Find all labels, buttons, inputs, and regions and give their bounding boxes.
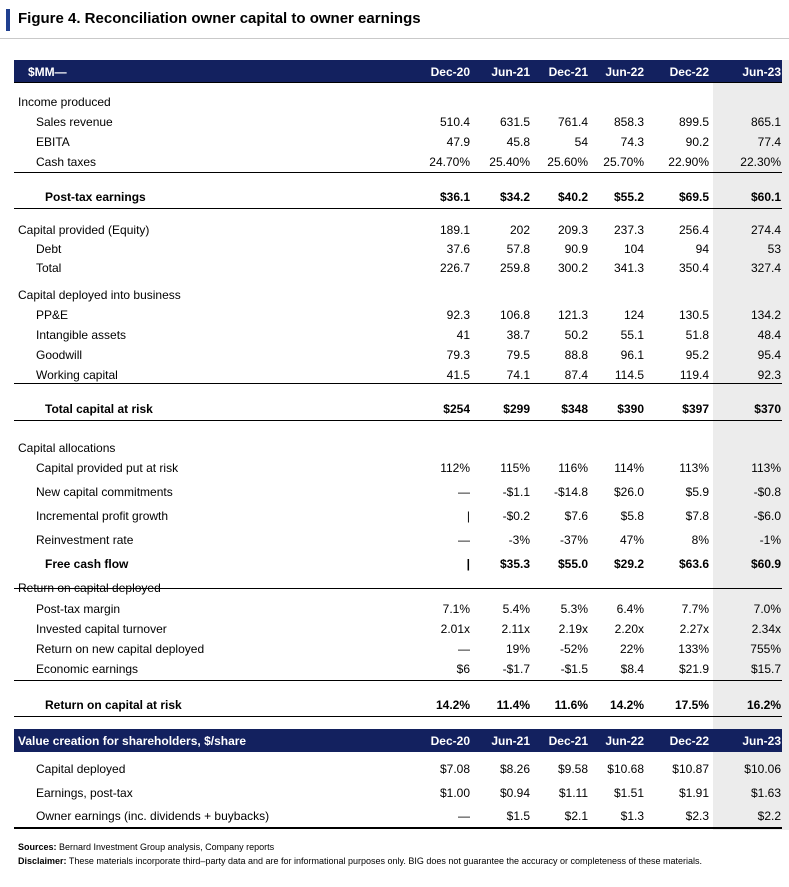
disclaimer-label: Disclaimer: xyxy=(18,856,67,866)
cell-value: -3% xyxy=(508,533,530,547)
cell-value: 45.8 xyxy=(506,135,530,149)
cell-value: -37% xyxy=(559,533,588,547)
row-label: New capital commitments xyxy=(36,485,173,499)
cell-value: 134.2 xyxy=(750,308,781,322)
cell-value: 237.3 xyxy=(613,223,644,237)
cell-value: $2.2 xyxy=(757,809,781,823)
cell-value: 22% xyxy=(619,642,644,656)
table-row xyxy=(14,554,782,574)
cell-value: 112% xyxy=(440,461,470,475)
column-header-jun-21: Jun-21 xyxy=(491,65,530,79)
cell-value: $10.87 xyxy=(672,762,709,776)
cell-value: 858.3 xyxy=(613,115,644,129)
cell-value: 510.4 xyxy=(439,115,470,129)
row-divider xyxy=(14,172,782,173)
table-row xyxy=(14,783,782,803)
cell-value: 130.5 xyxy=(678,308,709,322)
cell-value: -$1.1 xyxy=(502,485,530,499)
cell-value: 57.8 xyxy=(506,242,530,256)
cell-value: 22.30% xyxy=(740,155,781,169)
cell-value: $1.91 xyxy=(678,786,709,800)
cell-value: 124 xyxy=(623,308,644,322)
row-label: Capital provided (Equity) xyxy=(18,223,150,237)
cell-value: $26.0 xyxy=(613,485,644,499)
row-label: PP&E xyxy=(36,308,69,322)
table-row xyxy=(14,695,782,715)
row-label: EBITA xyxy=(36,135,70,149)
cell-value: 5.4% xyxy=(502,602,530,616)
cell-value: $7.6 xyxy=(564,509,588,523)
cell-value: | xyxy=(466,509,470,523)
table-row xyxy=(14,399,782,419)
cell-value: 256.4 xyxy=(678,223,709,237)
cell-value: 259.8 xyxy=(499,261,530,275)
cell-value: $69.5 xyxy=(678,190,709,204)
table-row xyxy=(14,187,782,207)
cell-value: 189.1 xyxy=(439,223,470,237)
table-row xyxy=(14,220,782,240)
row-label: Working capital xyxy=(36,368,118,382)
row-divider xyxy=(14,680,782,681)
column-header-jun-23: Jun-23 xyxy=(742,65,781,79)
row-label: Earnings, post-tax xyxy=(36,786,133,800)
cell-value: $299 xyxy=(503,402,530,416)
table-row xyxy=(14,152,782,172)
title-divider xyxy=(0,38,789,39)
cell-value: $1.51 xyxy=(613,786,644,800)
row-label: Free cash flow xyxy=(45,557,129,571)
cell-value: 7.7% xyxy=(681,602,709,616)
cell-value: 133% xyxy=(678,642,709,656)
row-divider xyxy=(14,208,782,209)
cell-value: 755% xyxy=(750,642,781,656)
cell-value: $36.1 xyxy=(439,190,470,204)
cell-value: 50.2 xyxy=(564,328,588,342)
cell-value: $35.3 xyxy=(499,557,530,571)
cell-value: -$14.8 xyxy=(553,485,588,499)
cell-value: $60.1 xyxy=(750,190,781,204)
cell-value: 114.5 xyxy=(614,368,644,382)
table-row xyxy=(14,759,782,779)
row-label: Goodwill xyxy=(36,348,83,362)
cell-value: $348 xyxy=(561,402,588,416)
table-row xyxy=(14,258,782,278)
cell-value: — xyxy=(458,642,470,656)
header-label: $MM— xyxy=(28,65,67,79)
cell-value: $55.0 xyxy=(557,557,588,571)
cell-value: $7.8 xyxy=(685,509,709,523)
cell-value: 37.6 xyxy=(446,242,470,256)
cell-value: 11.4% xyxy=(496,698,530,712)
table-row xyxy=(14,285,782,305)
cell-value: — xyxy=(458,809,470,823)
cell-value: $397 xyxy=(682,402,709,416)
row-label: Owner earnings (inc. dividends + buybacks) xyxy=(36,809,270,823)
cell-value: 104 xyxy=(623,242,644,256)
column-header-dec-22: Dec-22 xyxy=(669,734,709,748)
cell-value: 14.2% xyxy=(609,698,644,712)
cell-value: 116% xyxy=(558,461,588,475)
cell-value: -$1.5 xyxy=(560,662,588,676)
cell-value: 79.5 xyxy=(506,348,530,362)
table-row xyxy=(14,132,782,152)
title-accent-bar xyxy=(6,9,10,31)
row-divider xyxy=(14,383,782,384)
cell-value: 92.3 xyxy=(446,308,470,322)
column-header-dec-21: Dec-21 xyxy=(548,734,588,748)
cell-value: 11.6% xyxy=(554,698,588,712)
table-row xyxy=(14,458,782,478)
cell-value: 90.9 xyxy=(564,242,588,256)
cell-value: 41.5 xyxy=(446,368,470,382)
cell-value: $40.2 xyxy=(557,190,588,204)
cell-value: 327.4 xyxy=(750,261,781,275)
row-label: Return on new capital deployed xyxy=(36,642,205,656)
row-label: Intangible assets xyxy=(36,328,127,342)
cell-value: 865.1 xyxy=(750,115,781,129)
cell-value: 79.3 xyxy=(446,348,470,362)
cell-value: $0.94 xyxy=(499,786,530,800)
cell-value: -$6.0 xyxy=(753,509,781,523)
table-row xyxy=(14,639,782,659)
sources-note xyxy=(18,842,758,853)
cell-value: | xyxy=(466,557,470,571)
cell-value: 113% xyxy=(751,461,781,475)
column-header-jun-23: Jun-23 xyxy=(742,734,781,748)
cell-value: -$1.7 xyxy=(502,662,530,676)
row-label: Capital deployed xyxy=(36,762,126,776)
cell-value: -1% xyxy=(759,533,781,547)
row-divider xyxy=(14,716,782,717)
cell-value: 350.4 xyxy=(678,261,709,275)
cell-value: $1.00 xyxy=(439,786,470,800)
cell-value: 2.20x xyxy=(614,622,644,636)
column-header-dec-20: Dec-20 xyxy=(430,65,470,79)
row-label: Capital provided put at risk xyxy=(36,461,179,475)
cell-value: -$0.2 xyxy=(502,509,530,523)
row-label: Debt xyxy=(36,242,62,256)
cell-value: 209.3 xyxy=(557,223,588,237)
table-header-2 xyxy=(14,729,782,752)
table-row xyxy=(14,112,782,132)
disclaimer-note xyxy=(18,856,758,867)
cell-value: $8.26 xyxy=(499,762,530,776)
table-row xyxy=(14,365,782,385)
cell-value: 5.3% xyxy=(560,602,588,616)
cell-value: 51.8 xyxy=(685,328,709,342)
row-label: Economic earnings xyxy=(36,662,139,676)
cell-value: 226.7 xyxy=(439,261,470,275)
table-row xyxy=(14,482,782,502)
cell-value: $8.4 xyxy=(620,662,644,676)
row-divider xyxy=(14,420,782,421)
cell-value: 14.2% xyxy=(435,698,470,712)
cell-value: 41 xyxy=(456,328,470,342)
cell-value: $7.08 xyxy=(439,762,470,776)
cell-value: 121.3 xyxy=(557,308,588,322)
cell-value: 22.90% xyxy=(668,155,709,169)
cell-value: $370 xyxy=(754,402,781,416)
cell-value: 24.70% xyxy=(429,155,470,169)
cell-value: $254 xyxy=(443,402,470,416)
cell-value: $2.1 xyxy=(564,809,588,823)
cell-value: $1.11 xyxy=(558,786,588,800)
cell-value: $1.63 xyxy=(750,786,781,800)
cell-value: 47.9 xyxy=(446,135,470,149)
cell-value: $2.3 xyxy=(685,809,709,823)
cell-value: 114% xyxy=(614,461,644,475)
cell-value: $34.2 xyxy=(499,190,530,204)
row-label: Sales revenue xyxy=(36,115,113,129)
cell-value: 115% xyxy=(500,461,530,475)
cell-value: 113% xyxy=(679,461,709,475)
cell-value: $29.2 xyxy=(613,557,644,571)
cell-value: $10.68 xyxy=(607,762,644,776)
cell-value: 77.4 xyxy=(757,135,781,149)
table-row xyxy=(14,530,782,550)
row-label: Return on capital at risk xyxy=(45,698,182,712)
figure-title: Figure 4. Reconciliation owner capital to owner earnings xyxy=(18,10,421,27)
cell-value: $21.9 xyxy=(678,662,709,676)
cell-value: 631.5 xyxy=(499,115,530,129)
table-row xyxy=(14,239,782,259)
table-row xyxy=(14,659,782,679)
cell-value: 74.3 xyxy=(620,135,644,149)
cell-value: 2.11x xyxy=(501,622,530,636)
cell-value: 92.3 xyxy=(757,368,781,382)
row-label: Post-tax margin xyxy=(36,602,121,616)
cell-value: 2.27x xyxy=(679,622,709,636)
cell-value: 17.5% xyxy=(674,698,709,712)
table-header-1 xyxy=(14,60,782,83)
row-label: Cash taxes xyxy=(36,155,97,169)
cell-value: $15.7 xyxy=(750,662,781,676)
cell-value: 7.0% xyxy=(753,602,781,616)
cell-value: $55.2 xyxy=(613,190,644,204)
cell-value: $5.9 xyxy=(685,485,709,499)
row-label: Incremental profit growth xyxy=(36,509,169,523)
row-label: Capital deployed into business xyxy=(18,288,181,302)
table-row xyxy=(14,345,782,365)
disclaimer-text: These materials incorporate third–party data and are for informational purposes only. BIG does not guarantee the accuracy or completeness of these materials. xyxy=(66,856,703,866)
column-header-jun-22: Jun-22 xyxy=(605,734,644,748)
table-row xyxy=(14,619,782,639)
cell-value: 761.4 xyxy=(557,115,588,129)
cell-value: 7.1% xyxy=(442,602,470,616)
cell-value: — xyxy=(458,485,470,499)
cell-value: $63.6 xyxy=(678,557,709,571)
table-row xyxy=(14,325,782,345)
row-label: Invested capital turnover xyxy=(36,622,167,636)
cell-value: 54 xyxy=(574,135,588,149)
cell-value: — xyxy=(458,533,470,547)
cell-value: 19% xyxy=(505,642,530,656)
cell-value: 341.3 xyxy=(613,261,644,275)
cell-value: 88.8 xyxy=(564,348,588,362)
row-label: Reinvestment rate xyxy=(36,533,134,547)
cell-value: 119.4 xyxy=(679,368,709,382)
row-label: Total capital at risk xyxy=(45,402,153,416)
cell-value: $10.06 xyxy=(744,762,781,776)
table-row xyxy=(14,305,782,325)
cell-value: $9.58 xyxy=(557,762,588,776)
cell-value: $390 xyxy=(617,402,644,416)
column-header-dec-21: Dec-21 xyxy=(548,65,588,79)
table-row xyxy=(14,438,782,458)
cell-value: -52% xyxy=(559,642,588,656)
cell-value: $1.3 xyxy=(620,809,644,823)
cell-value: $5.8 xyxy=(620,509,644,523)
cell-value: 2.19x xyxy=(558,622,588,636)
row-label: Income produced xyxy=(18,95,111,109)
cell-value: 106.8 xyxy=(499,308,530,322)
sources-label: Sources: xyxy=(18,842,57,852)
cell-value: 25.60% xyxy=(547,155,588,169)
cell-value: $6 xyxy=(456,662,470,676)
cell-value: 25.70% xyxy=(603,155,644,169)
cell-value: 55.1 xyxy=(620,328,644,342)
header-label: Value creation for shareholders, $/share xyxy=(18,734,247,748)
cell-value: 274.4 xyxy=(750,223,781,237)
row-label: Total xyxy=(36,261,62,275)
row-divider xyxy=(14,82,782,83)
sources-text: Bernard Investment Group analysis, Company reports xyxy=(56,842,275,852)
cell-value: 2.01x xyxy=(440,622,470,636)
cell-value: $1.5 xyxy=(506,809,530,823)
table-row xyxy=(14,506,782,526)
cell-value: 38.7 xyxy=(506,328,530,342)
cell-value: 53 xyxy=(767,242,781,256)
column-header-jun-22: Jun-22 xyxy=(605,65,644,79)
cell-value: 899.5 xyxy=(678,115,709,129)
table-row xyxy=(14,599,782,619)
row-divider xyxy=(14,827,782,829)
cell-value: 48.4 xyxy=(757,328,781,342)
cell-value: 87.4 xyxy=(564,368,588,382)
column-header-jun-21: Jun-21 xyxy=(491,734,530,748)
cell-value: 2.34x xyxy=(751,622,781,636)
row-label: Post-tax earnings xyxy=(45,190,146,204)
column-header-dec-22: Dec-22 xyxy=(669,65,709,79)
cell-value: 202 xyxy=(509,223,530,237)
column-header-dec-20: Dec-20 xyxy=(430,734,470,748)
table-row xyxy=(14,806,782,826)
cell-value: 25.40% xyxy=(489,155,530,169)
row-label: Capital allocations xyxy=(18,441,116,455)
row-label: Return on capital deployed xyxy=(18,581,161,595)
cell-value: $60.9 xyxy=(750,557,781,571)
cell-value: 95.2 xyxy=(685,348,709,362)
cell-value: 16.2% xyxy=(746,698,781,712)
cell-value: 6.4% xyxy=(616,602,644,616)
cell-value: 90.2 xyxy=(685,135,709,149)
cell-value: 96.1 xyxy=(620,348,644,362)
cell-value: 47% xyxy=(619,533,644,547)
cell-value: 74.1 xyxy=(506,368,530,382)
table-row xyxy=(14,92,782,112)
cell-value: 94 xyxy=(695,242,709,256)
cell-value: 8% xyxy=(691,533,709,547)
cell-value: 95.4 xyxy=(757,348,781,362)
cell-value: 300.2 xyxy=(557,261,588,275)
row-divider xyxy=(14,588,782,589)
cell-value: -$0.8 xyxy=(753,485,781,499)
